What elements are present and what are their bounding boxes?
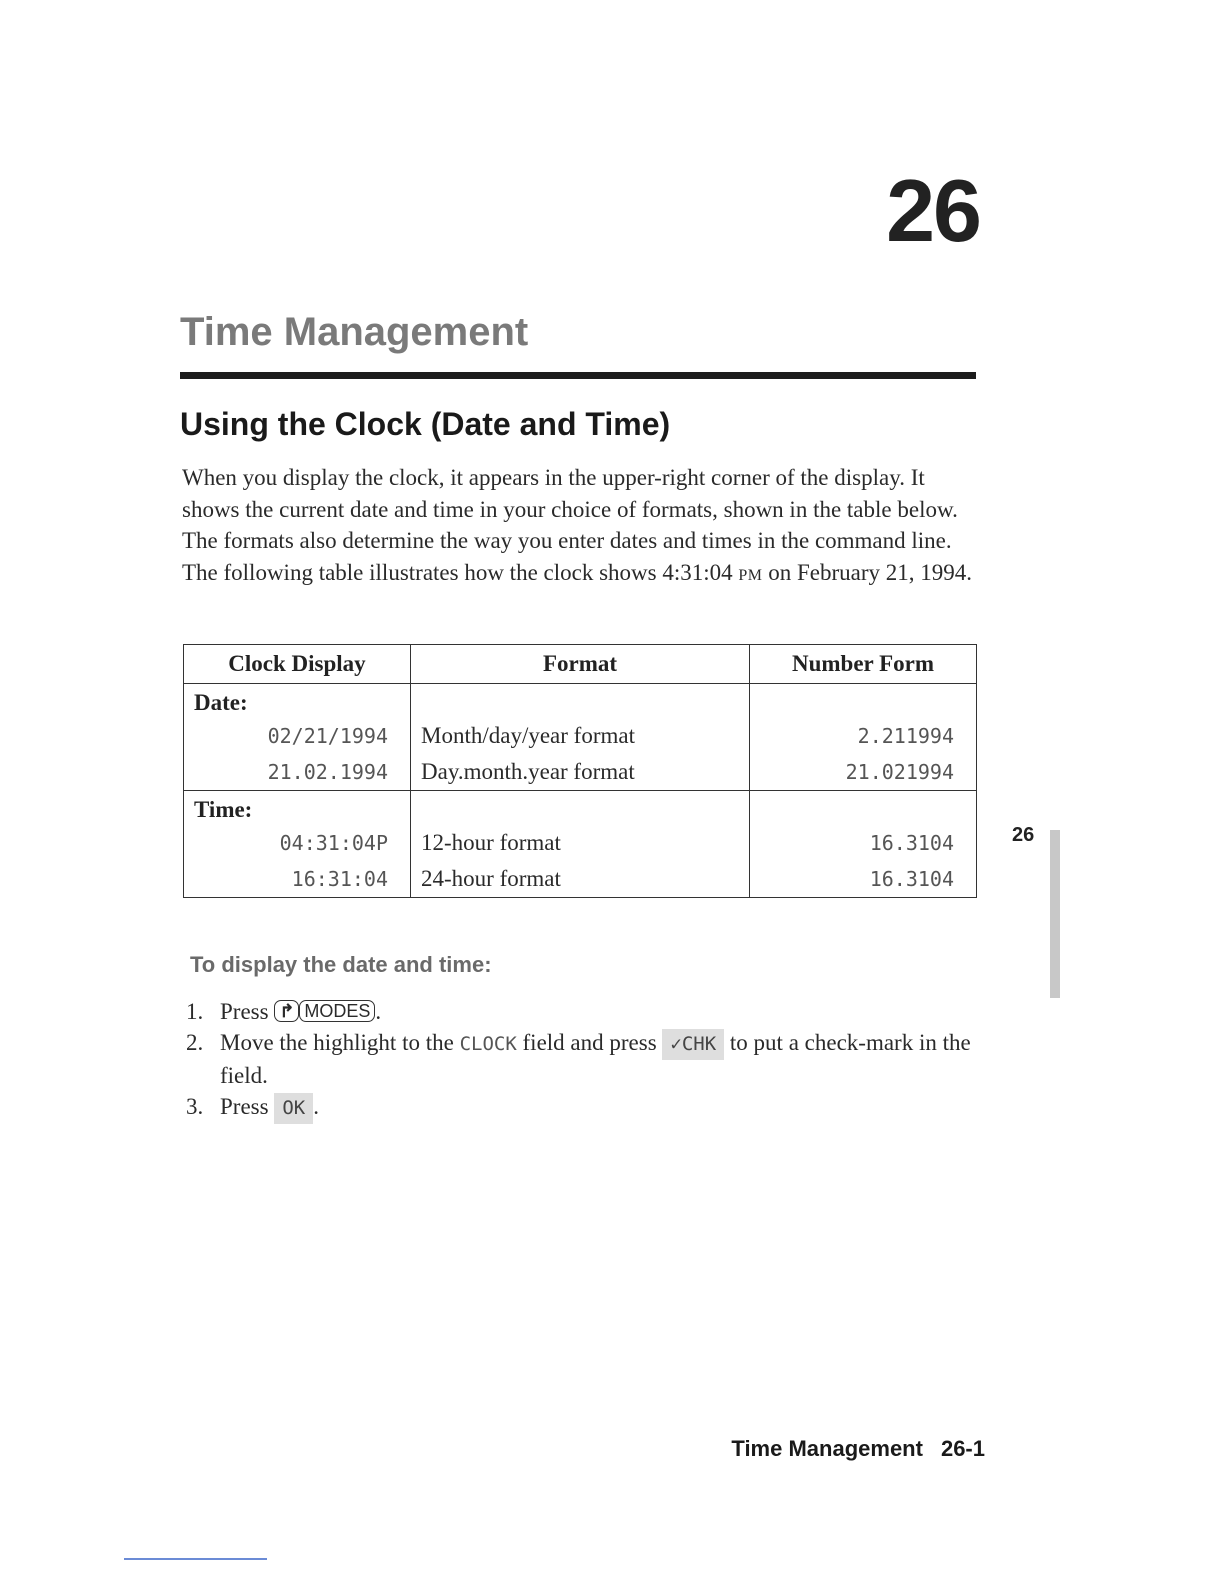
header-number-form: Number Form — [750, 645, 977, 684]
date-number-cell — [750, 684, 977, 791]
format-12h: 12-hour format — [421, 830, 561, 855]
step-text: Move the highlight to the — [220, 1030, 454, 1055]
date-label: Date: — [194, 690, 248, 715]
right-shift-key-icon: ↱ — [274, 1000, 299, 1022]
table-row — [184, 684, 977, 791]
modes-key: MODES — [299, 1000, 375, 1022]
intro-text-end: on February 21, 1994. — [762, 559, 973, 585]
table-row — [184, 791, 977, 898]
format-mdy: Month/day/year format — [421, 723, 635, 748]
procedure-heading: To display the date and time: — [190, 952, 492, 977]
date-display-mdy: 02/21/1994 — [267, 724, 388, 748]
clock-field-name: CLOCK — [459, 1033, 517, 1055]
clock-format-table — [183, 644, 977, 898]
footer-title: Time Management — [731, 1436, 923, 1461]
chapter-number: 26 — [886, 161, 980, 260]
chapter-rule — [180, 372, 976, 379]
time-label: Time: — [194, 797, 253, 822]
time-number-cell — [750, 791, 977, 898]
time-display-12h: 04:31:04P — [279, 831, 388, 855]
bottom-divider — [124, 1558, 267, 1560]
step-number: 2. — [186, 1030, 204, 1055]
format-24h: 24-hour format — [421, 866, 561, 891]
intro-paragraph — [182, 462, 982, 591]
page-footer — [700, 1436, 985, 1462]
procedure-steps — [186, 996, 986, 1124]
format-dmy: Day.month.year format — [421, 759, 635, 784]
number-mdy: 2.211994 — [857, 724, 954, 748]
step-text: to put a check-mark in the field. — [220, 1030, 971, 1088]
table-header-row — [184, 645, 977, 684]
step-text: field and press — [522, 1030, 657, 1055]
pm-label: PM — [738, 566, 763, 584]
time-format-cell — [411, 791, 750, 898]
number-24h: 16.3104 — [869, 867, 954, 891]
step-text: Press — [220, 1094, 269, 1119]
chk-softkey: ✓CHK — [662, 1029, 724, 1060]
step-number: 3. — [186, 1094, 204, 1119]
time-group-cell — [184, 791, 411, 898]
date-display-dmy: 21.02.1994 — [267, 760, 388, 784]
number-12h: 16.3104 — [869, 831, 954, 855]
list-item — [186, 1091, 986, 1124]
ok-softkey: OK — [274, 1093, 313, 1124]
side-tab-marker — [1050, 830, 1060, 998]
header-clock-display: Clock Display — [184, 645, 411, 684]
section-heading: Using the Clock (Date and Time) — [180, 406, 671, 442]
time-display-24h: 16:31:04 — [291, 867, 388, 891]
step-number: 1. — [186, 999, 204, 1024]
step-end: . — [375, 999, 382, 1024]
date-group-cell — [184, 684, 411, 791]
list-item — [186, 1027, 986, 1091]
header-format: Format — [411, 645, 750, 684]
intro-text: When you display the clock, it appears in the upper-right corner of the display. It shows the current date and time in your choice of formats, shown in the table below. The formats also determine the way you enter dates and times in the command line. The following table illustrates how the clock shows 4:31:04 — [182, 465, 958, 585]
side-tab-label: 26 — [1012, 824, 1035, 846]
number-dmy: 21.021994 — [845, 760, 954, 784]
list-item — [186, 996, 986, 1027]
chapter-title: Time Management — [180, 310, 529, 354]
page-number: 26-1 — [940, 1436, 985, 1461]
step-end: . — [313, 1094, 319, 1119]
step-text: Press — [220, 999, 269, 1024]
date-format-cell — [411, 684, 750, 791]
